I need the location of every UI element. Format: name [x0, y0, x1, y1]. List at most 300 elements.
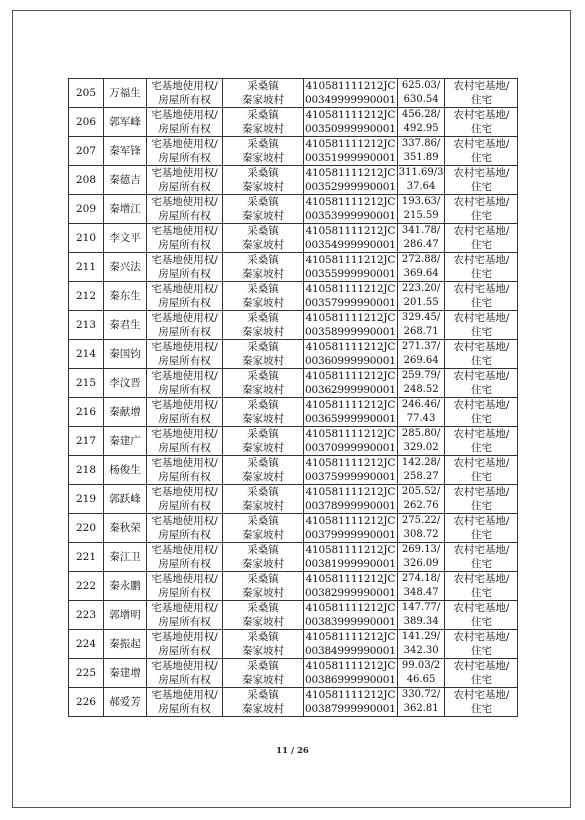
- area-cell: [397, 340, 445, 369]
- table-row: [69, 427, 518, 456]
- parcel-code-line-2: 00387999990001: [305, 703, 396, 715]
- parcel-code-line-2: 00360999990001: [305, 355, 396, 367]
- table-row: [69, 108, 518, 137]
- area-line-1: 341.78/: [401, 225, 441, 236]
- area-line-1: 259.79/: [401, 370, 441, 381]
- land-use-line-1: 农村宅基地/: [453, 399, 510, 411]
- land-use-line-1: 农村宅基地/: [453, 370, 510, 382]
- location-cell: [223, 340, 304, 369]
- page-number: 11 / 26: [276, 746, 309, 756]
- land-use-line-1: 农村宅基地/: [453, 225, 510, 237]
- area-line-2: 342.30: [403, 645, 439, 656]
- location-cell: [223, 485, 304, 514]
- parcel-code-line-2: 00352999990001: [305, 181, 396, 193]
- land-use-line-1: 农村宅基地/: [453, 196, 510, 208]
- area-cell: [397, 369, 445, 398]
- location-line-1: 采桑镇: [247, 167, 279, 179]
- right-type-line-1: 宅基地使用权/: [151, 689, 218, 701]
- right-type-cell: [147, 108, 223, 137]
- parcel-code-cell: [304, 108, 398, 137]
- location-line-2: 秦家坡村: [242, 471, 284, 483]
- land-use-line-2: 住宅: [470, 558, 492, 570]
- table-row: [69, 543, 518, 572]
- area-cell: [397, 543, 445, 572]
- land-use-line-2: 住宅: [470, 529, 492, 541]
- right-type-line-2: 房屋所有权: [158, 123, 211, 135]
- area-line-2: 258.27: [403, 471, 439, 482]
- row-number-cell: 225: [69, 659, 104, 688]
- area-cell: [397, 79, 445, 108]
- parcel-code-cell: [304, 369, 398, 398]
- right-type-line-1: 宅基地使用权/: [151, 225, 218, 237]
- right-type-cell: [147, 340, 223, 369]
- parcel-code-cell: [304, 630, 398, 659]
- parcel-code-line-2: 00349999990001: [305, 94, 396, 106]
- land-use-cell: [445, 195, 518, 224]
- land-use-cell: [445, 108, 518, 137]
- table-row: [69, 195, 518, 224]
- right-type-line-2: 房屋所有权: [158, 500, 211, 512]
- row-number-cell: 220: [69, 514, 104, 543]
- location-line-1: 采桑镇: [247, 544, 279, 556]
- parcel-code-line-2: 00355999990001: [305, 268, 396, 280]
- land-use-line-2: 住宅: [470, 384, 492, 396]
- location-line-1: 采桑镇: [247, 399, 279, 411]
- location-line-1: 采桑镇: [247, 341, 279, 353]
- land-use-cell: [445, 514, 518, 543]
- location-cell: [223, 630, 304, 659]
- location-line-2: 秦家坡村: [242, 355, 284, 367]
- area-cell: [397, 659, 445, 688]
- area-line-2: 286.47: [403, 239, 439, 250]
- owner-name-cell: 秦江卫: [104, 543, 147, 572]
- parcel-code-cell: [304, 340, 398, 369]
- area-line-1: 272.88/: [401, 254, 441, 265]
- parcel-code-cell: [304, 427, 398, 456]
- table-row: [69, 282, 518, 311]
- owner-name-cell: 秦东生: [104, 282, 147, 311]
- row-number-cell: 205: [69, 79, 104, 108]
- row-number-cell: 208: [69, 166, 104, 195]
- table-row: [69, 166, 518, 195]
- area-line-1: 193.63/: [401, 196, 441, 207]
- right-type-line-1: 宅基地使用权/: [151, 167, 218, 179]
- land-use-line-1: 农村宅基地/: [453, 109, 510, 121]
- location-line-2: 秦家坡村: [242, 413, 284, 425]
- location-cell: [223, 224, 304, 253]
- row-number-cell: 214: [69, 340, 104, 369]
- right-type-line-1: 宅基地使用权/: [151, 196, 218, 208]
- parcel-code-line-1: 410581111212JC: [305, 80, 396, 92]
- owner-name-cell: 秦秋荣: [104, 514, 147, 543]
- parcel-code-line-1: 410581111212JC: [305, 689, 396, 701]
- right-type-cell: [147, 166, 223, 195]
- location-cell: [223, 427, 304, 456]
- area-line-1: 337.86/: [401, 138, 441, 149]
- parcel-code-line-1: 410581111212JC: [305, 167, 396, 179]
- land-use-line-2: 住宅: [470, 326, 492, 338]
- right-type-line-1: 宅基地使用权/: [151, 428, 218, 440]
- land-use-line-1: 农村宅基地/: [453, 341, 510, 353]
- owner-name-cell: 秦国钧: [104, 340, 147, 369]
- land-use-line-2: 住宅: [470, 239, 492, 251]
- owner-name-cell: 李文平: [104, 224, 147, 253]
- owner-name-cell: 万福生: [104, 79, 147, 108]
- land-use-cell: [445, 282, 518, 311]
- location-cell: [223, 282, 304, 311]
- parcel-code-cell: [304, 253, 398, 282]
- land-use-line-1: 农村宅基地/: [453, 254, 510, 266]
- parcel-code-line-2: 00370999990001: [305, 442, 396, 454]
- land-use-line-1: 农村宅基地/: [453, 486, 510, 498]
- location-line-1: 采桑镇: [247, 370, 279, 382]
- area-line-1: 246.46/: [401, 399, 441, 410]
- land-use-line-2: 住宅: [470, 210, 492, 222]
- land-use-cell: [445, 485, 518, 514]
- parcel-code-cell: [304, 282, 398, 311]
- owner-name-cell: 秦军锋: [104, 137, 147, 166]
- parcel-code-line-1: 410581111212JC: [305, 486, 396, 498]
- location-line-1: 采桑镇: [247, 660, 279, 672]
- area-line-2: 215.59: [403, 210, 439, 221]
- area-line-2: 326.09: [403, 558, 439, 569]
- owner-name-cell: 秦献增: [104, 398, 147, 427]
- row-number-cell: 224: [69, 630, 104, 659]
- right-type-cell: [147, 514, 223, 543]
- area-line-1: 625.03/: [401, 80, 441, 91]
- right-type-line-2: 房屋所有权: [158, 268, 211, 280]
- location-line-2: 秦家坡村: [242, 268, 284, 280]
- parcel-code-line-2: 00384999990001: [305, 645, 396, 657]
- area-cell: [397, 601, 445, 630]
- parcel-code-cell: [304, 601, 398, 630]
- table-row: [69, 688, 518, 717]
- land-use-line-1: 农村宅基地/: [453, 457, 510, 469]
- location-line-1: 采桑镇: [247, 689, 279, 701]
- owner-name-cell: 杨俊生: [104, 456, 147, 485]
- location-cell: [223, 398, 304, 427]
- row-number-cell: 207: [69, 137, 104, 166]
- parcel-code-line-1: 410581111212JC: [305, 515, 396, 527]
- right-type-cell: [147, 79, 223, 108]
- location-line-1: 采桑镇: [247, 602, 279, 614]
- parcel-code-cell: [304, 195, 398, 224]
- right-type-cell: [147, 137, 223, 166]
- land-use-line-2: 住宅: [470, 703, 492, 715]
- right-type-line-2: 房屋所有权: [158, 645, 211, 657]
- parcel-code-line-1: 410581111212JC: [305, 283, 396, 295]
- land-use-line-2: 住宅: [470, 297, 492, 309]
- location-line-2: 秦家坡村: [242, 558, 284, 570]
- parcel-code-line-2: 00351999990001: [305, 152, 396, 164]
- location-line-2: 秦家坡村: [242, 123, 284, 135]
- parcel-code-line-2: 00386999990001: [305, 674, 396, 686]
- right-type-line-2: 房屋所有权: [158, 210, 211, 222]
- land-use-cell: [445, 427, 518, 456]
- parcel-code-cell: [304, 485, 398, 514]
- parcel-code-cell: [304, 137, 398, 166]
- row-number-cell: 219: [69, 485, 104, 514]
- location-line-1: 采桑镇: [247, 225, 279, 237]
- right-type-line-1: 宅基地使用权/: [151, 660, 218, 672]
- area-cell: [397, 253, 445, 282]
- area-line-2: 362.81: [403, 703, 439, 714]
- right-type-cell: [147, 688, 223, 717]
- parcel-code-line-1: 410581111212JC: [305, 660, 396, 672]
- right-type-line-1: 宅基地使用权/: [151, 109, 218, 121]
- area-line-2: 308.72: [403, 529, 439, 540]
- location-line-2: 秦家坡村: [242, 500, 284, 512]
- owner-name-cell: 李汶晋: [104, 369, 147, 398]
- location-line-1: 采桑镇: [247, 312, 279, 324]
- row-number-cell: 212: [69, 282, 104, 311]
- row-number-cell: 210: [69, 224, 104, 253]
- right-type-line-1: 宅基地使用权/: [151, 370, 218, 382]
- parcel-code-cell: [304, 79, 398, 108]
- table-row: [69, 253, 518, 282]
- owner-name-cell: 秦君生: [104, 311, 147, 340]
- land-use-cell: [445, 340, 518, 369]
- location-line-2: 秦家坡村: [242, 529, 284, 541]
- right-type-line-2: 房屋所有权: [158, 355, 211, 367]
- location-cell: [223, 253, 304, 282]
- land-use-line-2: 住宅: [470, 442, 492, 454]
- land-use-cell: [445, 166, 518, 195]
- owner-name-cell: 秦建广: [104, 427, 147, 456]
- parcel-code-line-2: 00381999990001: [305, 558, 396, 570]
- parcel-code-line-1: 410581111212JC: [305, 428, 396, 440]
- right-type-line-2: 房屋所有权: [158, 703, 211, 715]
- land-use-cell: [445, 659, 518, 688]
- right-type-cell: [147, 369, 223, 398]
- area-line-1: 274.18/: [401, 573, 441, 584]
- location-line-2: 秦家坡村: [242, 152, 284, 164]
- land-use-line-2: 住宅: [470, 94, 492, 106]
- parcel-code-line-1: 410581111212JC: [305, 573, 396, 585]
- land-use-line-1: 农村宅基地/: [453, 428, 510, 440]
- right-type-line-1: 宅基地使用权/: [151, 312, 218, 324]
- parcel-code-cell: [304, 166, 398, 195]
- parcel-code-line-2: 00354999990001: [305, 239, 396, 251]
- table-row: [69, 456, 518, 485]
- location-cell: [223, 659, 304, 688]
- parcel-code-line-1: 410581111212JC: [305, 370, 396, 382]
- location-line-1: 采桑镇: [247, 428, 279, 440]
- owner-name-cell: 郭增明: [104, 601, 147, 630]
- owner-name-cell: 秦兴法: [104, 253, 147, 282]
- table-row: [69, 340, 518, 369]
- area-line-1: 269.13/: [401, 544, 441, 555]
- owner-name-cell: 秦德吉: [104, 166, 147, 195]
- land-use-cell: [445, 688, 518, 717]
- parcel-code-line-1: 410581111212JC: [305, 109, 396, 121]
- area-line-2: 369.64: [403, 268, 439, 279]
- row-number-cell: 217: [69, 427, 104, 456]
- parcel-code-line-1: 410581111212JC: [305, 225, 396, 237]
- land-use-line-2: 住宅: [470, 355, 492, 367]
- right-type-line-2: 房屋所有权: [158, 181, 211, 193]
- right-type-line-1: 宅基地使用权/: [151, 515, 218, 527]
- table-row: [69, 485, 518, 514]
- parcel-code-line-1: 410581111212JC: [305, 138, 396, 150]
- right-type-line-2: 房屋所有权: [158, 587, 211, 599]
- location-line-2: 秦家坡村: [242, 239, 284, 251]
- area-cell: [397, 514, 445, 543]
- area-line-1: 271.37/: [401, 341, 441, 352]
- right-type-line-1: 宅基地使用权/: [151, 399, 218, 411]
- row-number-cell: 223: [69, 601, 104, 630]
- right-type-cell: [147, 195, 223, 224]
- location-cell: [223, 514, 304, 543]
- land-use-line-1: 农村宅基地/: [453, 167, 510, 179]
- location-cell: [223, 369, 304, 398]
- parcel-code-line-1: 410581111212JC: [305, 544, 396, 556]
- right-type-cell: [147, 659, 223, 688]
- row-number-cell: 209: [69, 195, 104, 224]
- land-use-cell: [445, 79, 518, 108]
- parcel-code-line-2: 00382999990001: [305, 587, 396, 599]
- area-line-2: 37.64: [406, 181, 436, 192]
- table-row: [69, 398, 518, 427]
- row-number-cell: 222: [69, 572, 104, 601]
- area-line-2: 492.95: [403, 123, 439, 134]
- area-line-1: 205.52/: [401, 486, 441, 497]
- land-use-line-2: 住宅: [470, 616, 492, 628]
- table-row: [69, 137, 518, 166]
- right-type-line-1: 宅基地使用权/: [151, 631, 218, 643]
- owner-name-cell: 秦建增: [104, 659, 147, 688]
- parcel-code-line-2: 00358999990001: [305, 326, 396, 338]
- row-number-cell: 215: [69, 369, 104, 398]
- table-row: [69, 369, 518, 398]
- land-use-cell: [445, 224, 518, 253]
- land-use-line-2: 住宅: [470, 645, 492, 657]
- location-cell: [223, 108, 304, 137]
- parcel-code-cell: [304, 688, 398, 717]
- land-use-line-1: 农村宅基地/: [453, 138, 510, 150]
- parcel-code-cell: [304, 543, 398, 572]
- location-line-1: 采桑镇: [247, 631, 279, 643]
- right-type-line-1: 宅基地使用权/: [151, 486, 218, 498]
- right-type-line-2: 房屋所有权: [158, 239, 211, 251]
- land-use-line-1: 农村宅基地/: [453, 602, 510, 614]
- area-line-2: 262.76: [403, 500, 439, 511]
- location-cell: [223, 601, 304, 630]
- right-type-line-1: 宅基地使用权/: [151, 283, 218, 295]
- right-type-line-2: 房屋所有权: [158, 529, 211, 541]
- parcel-code-line-1: 410581111212JC: [305, 254, 396, 266]
- parcel-code-cell: [304, 456, 398, 485]
- right-type-line-2: 房屋所有权: [158, 471, 211, 483]
- registry-table-body: [69, 79, 518, 717]
- table-row: [69, 224, 518, 253]
- parcel-code-cell: [304, 224, 398, 253]
- land-use-line-1: 农村宅基地/: [453, 689, 510, 701]
- area-cell: [397, 311, 445, 340]
- parcel-code-line-2: 00353999990001: [305, 210, 396, 222]
- area-line-2: 269.64: [403, 355, 439, 366]
- location-cell: [223, 311, 304, 340]
- right-type-cell: [147, 398, 223, 427]
- area-cell: [397, 572, 445, 601]
- area-line-2: 351.89: [403, 152, 439, 163]
- land-use-line-2: 住宅: [470, 587, 492, 599]
- land-use-line-1: 农村宅基地/: [453, 515, 510, 527]
- right-type-line-2: 房屋所有权: [158, 558, 211, 570]
- area-cell: [397, 137, 445, 166]
- parcel-code-line-2: 00383999990001: [305, 616, 396, 628]
- row-number-cell: 213: [69, 311, 104, 340]
- table-row: [69, 601, 518, 630]
- location-line-1: 采桑镇: [247, 515, 279, 527]
- location-line-1: 采桑镇: [247, 138, 279, 150]
- parcel-code-cell: [304, 311, 398, 340]
- location-line-2: 秦家坡村: [242, 94, 284, 106]
- right-type-line-2: 房屋所有权: [158, 384, 211, 396]
- parcel-code-line-1: 410581111212JC: [305, 341, 396, 353]
- right-type-cell: [147, 630, 223, 659]
- area-line-2: 389.34: [403, 616, 439, 627]
- parcel-code-line-1: 410581111212JC: [305, 399, 396, 411]
- area-cell: [397, 224, 445, 253]
- location-line-1: 采桑镇: [247, 486, 279, 498]
- location-line-1: 采桑镇: [247, 573, 279, 585]
- row-number-cell: 226: [69, 688, 104, 717]
- right-type-line-2: 房屋所有权: [158, 94, 211, 106]
- parcel-code-line-2: 00357999990001: [305, 297, 396, 309]
- right-type-cell: [147, 282, 223, 311]
- location-line-1: 采桑镇: [247, 109, 279, 121]
- land-use-line-1: 农村宅基地/: [453, 283, 510, 295]
- right-type-cell: [147, 572, 223, 601]
- table-row: [69, 514, 518, 543]
- row-number-cell: 206: [69, 108, 104, 137]
- row-number-cell: 221: [69, 543, 104, 572]
- land-use-line-2: 住宅: [470, 123, 492, 135]
- parcel-code-cell: [304, 659, 398, 688]
- location-cell: [223, 456, 304, 485]
- area-line-1: 285.80/: [401, 428, 441, 439]
- area-line-2: 46.65: [406, 674, 436, 685]
- table-row: [69, 79, 518, 108]
- location-line-2: 秦家坡村: [242, 181, 284, 193]
- land-use-line-2: 住宅: [470, 268, 492, 280]
- location-line-1: 采桑镇: [247, 283, 279, 295]
- area-line-1: 329.45/: [401, 312, 441, 323]
- area-cell: [397, 398, 445, 427]
- area-cell: [397, 282, 445, 311]
- right-type-cell: [147, 543, 223, 572]
- land-use-line-1: 农村宅基地/: [453, 660, 510, 672]
- land-use-cell: [445, 137, 518, 166]
- owner-name-cell: 秦永鹏: [104, 572, 147, 601]
- area-line-1: 99.03/2: [401, 660, 441, 671]
- parcel-code-line-2: 00362999990001: [305, 384, 396, 396]
- right-type-cell: [147, 601, 223, 630]
- right-type-cell: [147, 485, 223, 514]
- land-use-cell: [445, 630, 518, 659]
- area-line-2: 248.52: [403, 384, 439, 395]
- land-use-cell: [445, 601, 518, 630]
- parcel-code-line-2: 00365999990001: [305, 413, 396, 425]
- location-line-2: 秦家坡村: [242, 645, 284, 657]
- parcel-code-line-2: 00379999990001: [305, 529, 396, 541]
- table-row: [69, 572, 518, 601]
- area-line-2: 630.54: [403, 94, 439, 105]
- owner-name-cell: 郭军峰: [104, 108, 147, 137]
- location-line-2: 秦家坡村: [242, 587, 284, 599]
- area-cell: [397, 485, 445, 514]
